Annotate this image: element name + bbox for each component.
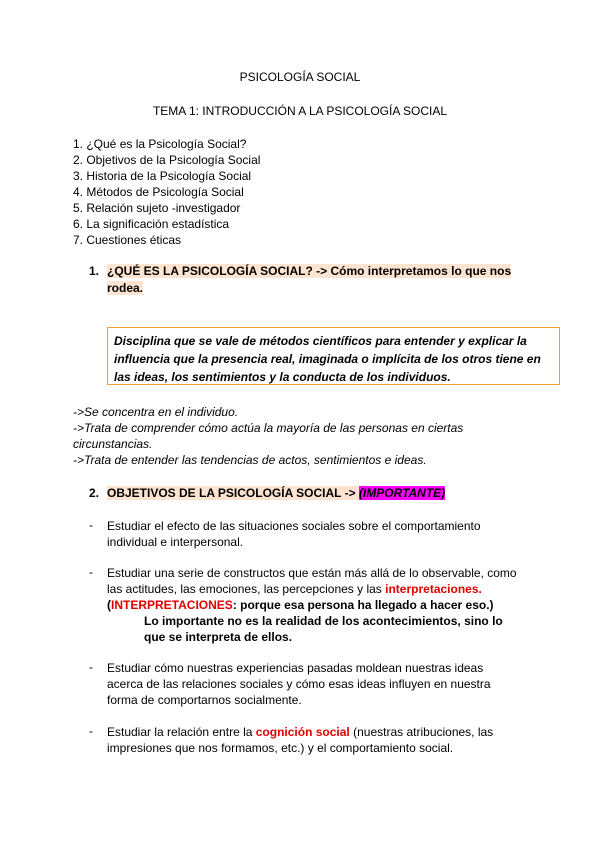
bullet4-line2: impresiones que nos formamos, etc.) y el comportamiento social. bbox=[107, 741, 454, 755]
bullet-dash: - bbox=[89, 724, 93, 738]
toc-item: 7. Cuestiones éticas bbox=[73, 233, 182, 247]
section2-heading-text: OBJETIVOS DE LA PSICOLOGÍA SOCIAL -> bbox=[107, 486, 359, 500]
bullet3-line: acerca de las relaciones sociales y cómo esas ideas influyen en nuestra bbox=[107, 677, 491, 691]
section1-heading-line1: ¿QUÉ ES LA PSICOLOGÍA SOCIAL? -> Cómo interpretamos lo que nos bbox=[107, 264, 512, 278]
bullet4-line1 bbox=[107, 724, 493, 740]
toc-item: 5. Relación sujeto -investigador bbox=[73, 201, 241, 215]
bullet2-line5: que se interpreta de ellos. bbox=[144, 630, 293, 644]
toc-item: 6. La significación estadística bbox=[73, 217, 230, 231]
cognicion-social-highlight: cognición social bbox=[255, 725, 350, 739]
note-line: ->Trata de entender las tendencias de actos, sentimientos e ideas. bbox=[73, 453, 427, 467]
note-line: ->Se concentra en el individuo. bbox=[73, 405, 239, 419]
bullet1-line: individual e interpersonal. bbox=[107, 535, 244, 549]
section1-number: 1. bbox=[89, 264, 100, 278]
bullet4-post: (nuestras atribuciones, las bbox=[349, 725, 494, 739]
section1-heading-cont bbox=[107, 281, 143, 295]
toc-item: 1. ¿Qué es la Psicología Social? bbox=[73, 137, 247, 151]
bullet2-line2-text: las actitudes, las emociones, las percepciones y las bbox=[107, 582, 386, 596]
important-tag: (IMPORTANTE) bbox=[358, 486, 446, 500]
toc-item: 4. Métodos de Psicología Social bbox=[73, 185, 244, 199]
document-subtitle: TEMA 1: INTRODUCCIÓN A LA PSICOLOGÍA SOCIAL bbox=[152, 104, 448, 118]
note-line: circunstancias. bbox=[73, 437, 153, 451]
section2-heading bbox=[107, 486, 445, 500]
bullet2-line2 bbox=[107, 581, 482, 597]
definition-line: las ideas, los sentimientos y la conducta de los individuos. bbox=[114, 370, 451, 384]
definition-line: influencia que la presencia real, imaginada o implícita de los otros tiene en bbox=[114, 352, 541, 366]
bullet2-paren: ( bbox=[107, 598, 111, 612]
interpretaciones-term: INTERPRETACIONES bbox=[111, 598, 233, 612]
interpretaciones-highlight: interpretaciones. bbox=[385, 582, 482, 596]
bullet2-line3 bbox=[107, 597, 494, 613]
bullet-dash: - bbox=[89, 660, 93, 674]
toc-item: 2. Objetivos de la Psicología Social bbox=[73, 153, 261, 167]
toc-item: 3. Historia de la Psicología Social bbox=[73, 169, 252, 183]
note-line: ->Trata de comprender cómo actúa la mayoría de las personas en ciertas bbox=[73, 421, 464, 435]
bullet4-pre: Estudiar la relación entre la bbox=[107, 725, 256, 739]
bullet-dash: - bbox=[89, 518, 93, 532]
bullet1-line: Estudiar el efecto de las situaciones sociales sobre el comportamiento bbox=[107, 519, 481, 533]
section2-number: 2. bbox=[89, 486, 100, 500]
definition-line: Disciplina que se vale de métodos científicos para entender y explicar la bbox=[114, 334, 527, 348]
section1-heading bbox=[107, 264, 511, 278]
document-title: PSICOLOGÍA SOCIAL bbox=[239, 70, 361, 84]
bullet3-line: forma de comportarnos socialmente. bbox=[107, 693, 302, 707]
bullet2-line4: Lo importante no es la realidad de los acontecimientos, sino lo bbox=[144, 614, 503, 628]
bullet-dash: - bbox=[89, 565, 93, 579]
bullet3-line: Estudiar cómo nuestras experiencias pasadas moldean nuestras ideas bbox=[107, 661, 484, 675]
bullet2-line3-rest: : porque esa persona ha llegado a hacer eso.) bbox=[232, 598, 494, 612]
bullet2-line1: Estudiar una serie de constructos que están más allá de lo observable, como bbox=[107, 566, 517, 580]
section1-heading-line2: rodea. bbox=[107, 281, 144, 295]
